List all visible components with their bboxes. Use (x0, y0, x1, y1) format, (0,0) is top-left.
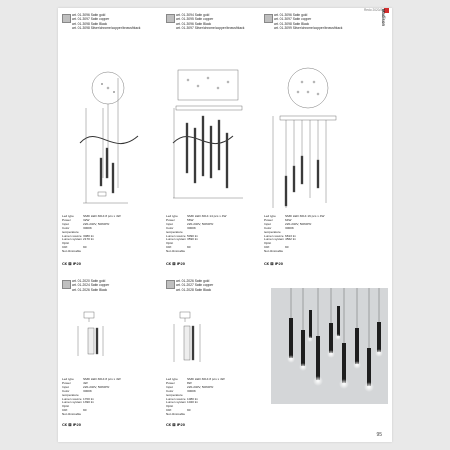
article-list: art. 01-3094 Satin gold art. 01-3095 Satin copper art. 01-3096 Satin Black art. 01-3097 Silver/chrome/copper/brown/black (176, 13, 245, 30)
certification-marks: C€ ⊠ IP20 (264, 261, 283, 266)
certification-marks: C€ ⊠ IP20 (166, 422, 185, 427)
article-list: art. 01-2020 Satin gold art. 01-2024 Satin copper art. 01-2026 Satin Black (72, 279, 110, 292)
certification-marks: C€ ⊠ IP20 (62, 261, 81, 266)
product-thumbnail (264, 14, 273, 23)
spec-table: Led type SMD LED 3014 16 pcs x 4W Power 64W Input 220-240V, 50/60Hz Color temperature 3000K Lumen source 6813 lm Lumen system 4562 lm Optic CRI 90 Not dimmable (264, 214, 325, 254)
pendant-lights-illustration (271, 288, 388, 404)
product-thumbnail (166, 280, 175, 289)
page-number: 95 (376, 432, 382, 438)
spec-table: Led type SMD LED 3014 14 pcs x 4W Power 56W Input 220-240V, 50/60Hz Color temperature 3000K Lumen source 5090 lm Lumen system 3590 lm Optic CRI 90 Not dimmable (166, 214, 227, 254)
article-list: art. 01-3096 Satin gold art. 01-3097 Satin copper art. 01-3098 Satin Black art. 01-3098 Silver/chrome/copper/brown/black (72, 13, 141, 30)
product-thumbnail (166, 14, 175, 23)
spec-table: Led type SMD LED 3014 8 pcs x 4W Power 32W Input 220-240V, 50/60Hz Color temperature 3000K Lumen source 3080 lm Lumen system 2170 lm Optic CRI 90 Not dimmable (62, 214, 121, 254)
certification-marks: C€ ⊠ IP20 (166, 261, 185, 266)
certification-marks: C€ ⊠ IP20 (62, 422, 81, 427)
article-list: art. 01-2026 Satin gold art. 01-2027 Satin copper art. 01-2028 Satin Black (176, 279, 214, 292)
collection-title: Madison (381, 9, 386, 26)
spec-table: Led type SMD LED 3014 8 pcs x 4W Power 4W Input 220-240V, 50/60Hz Color temperature 3000K Lumen source 1700 lm Lumen system 1390 lm Optic CRI 90 Not dimmable (62, 377, 121, 417)
article-list: art. 01-3096 Satin gold art. 01-3097 Satin copper art. 01-3098 Satin Black art. 01-3099 Silver/chrome/copper/brown/black (274, 13, 343, 30)
product-thumbnail (62, 280, 71, 289)
page-reference: Redo 2020/21 (363, 8, 384, 12)
product-photo (271, 288, 388, 404)
catalog-page (58, 8, 392, 442)
spec-table: Led type SMD LED 3014 8 pcs x 4W Power 8W Input 220-240V, 50/60Hz Color temperature 3000K Lumen source 1080 lm Lumen system 1020 lm Optic CRI 90 Not dimmable (166, 377, 225, 417)
